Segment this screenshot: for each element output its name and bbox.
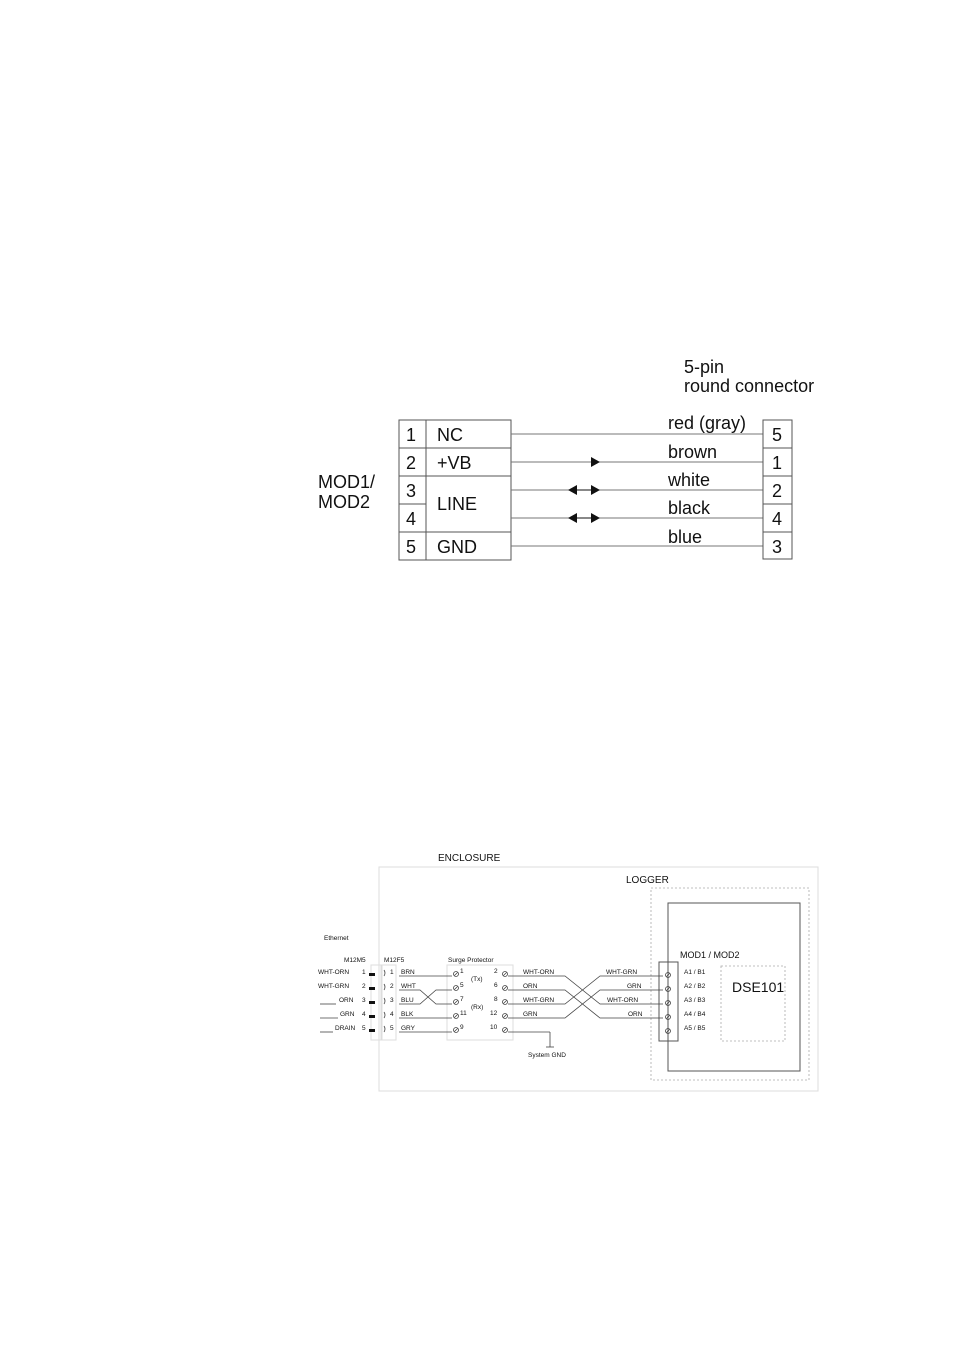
m12f5-pins	[384, 969, 416, 1032]
terminal-a3-b3: A3 / B3	[684, 997, 706, 1004]
logger-in-wire-2: GRN	[627, 983, 642, 990]
connector-title-line2: round connector	[684, 376, 815, 396]
rx-label: (Rx)	[471, 1004, 484, 1011]
diagram-ethernet-wiring	[318, 853, 818, 1091]
logger-in-wire-4: ORN	[628, 1011, 643, 1018]
m12f5-pin-color-5: GRY	[401, 1025, 415, 1032]
m12m5-pin-name-3: ORN	[339, 997, 354, 1004]
signal-line: LINE	[437, 494, 478, 514]
wire-label-blue: blue	[668, 527, 703, 547]
module-pin-1: 1	[406, 425, 417, 445]
m12m5-pin-num-2: 2	[362, 983, 366, 990]
signal-vb: +VB	[437, 453, 472, 473]
arrow-left-black	[568, 513, 577, 523]
arrow-left-white	[568, 485, 577, 495]
logger-terminals	[666, 969, 706, 1034]
arrow-right-white	[591, 485, 600, 495]
dse-label: DSE101	[732, 979, 785, 995]
m12m5-pin-name-2: WHT-GRN	[318, 983, 350, 990]
surge-right-12: 12	[490, 1010, 498, 1017]
signal-gnd: GND	[437, 537, 477, 557]
tx-label: (Tx)	[471, 976, 483, 983]
surge-protector-label: Surge Protector	[448, 957, 494, 964]
m12f5-pin-num-3: 3	[390, 997, 394, 1004]
m12f5-pin-num-2: 2	[390, 983, 394, 990]
wire-label-black: black	[668, 498, 711, 518]
m12f5-pin-num-1: 1	[390, 969, 394, 976]
signal-direction-arrows	[568, 457, 600, 523]
m12f5-pin-num-4: 4	[390, 1011, 394, 1018]
surge-out-wire-4: GRN	[523, 1011, 538, 1018]
ethernet-label: Ethernet	[324, 935, 349, 942]
surge-right-10: 10	[490, 1024, 498, 1031]
m12m5-pin-name-1: WHT-ORN	[318, 969, 350, 976]
terminal-a1-b1: A1 / B1	[684, 969, 706, 976]
m12m5-pin-num-5: 5	[362, 1025, 366, 1032]
surge-left-11: 11	[460, 1010, 467, 1017]
terminal-a5-b5: A5 / B5	[684, 1025, 706, 1032]
m12m5-pin-name-4: GRN	[340, 1011, 355, 1018]
diagram-mod-connector	[318, 357, 814, 560]
round-connector-block	[763, 420, 792, 559]
connector-wires	[511, 434, 763, 546]
arrow-right-vb	[591, 457, 600, 467]
m12m5-pin-num-1: 1	[362, 969, 366, 976]
connector-pin-2: 2	[772, 481, 783, 501]
connector-pin-5: 5	[772, 425, 783, 445]
logger-in-wire-3: WHT-ORN	[607, 997, 639, 1004]
system-gnd-label: System GND	[528, 1052, 566, 1059]
terminal-a4-b4: A4 / B4	[684, 1011, 706, 1018]
m12f5-connector-box	[382, 965, 396, 1040]
mod-label: MOD1 / MOD2	[680, 950, 740, 960]
wire-label-red-gray: red (gray)	[668, 413, 747, 433]
surge-left-7: 7	[460, 996, 464, 1003]
wire-color-labels	[667, 413, 746, 547]
module-pin-5: 5	[406, 537, 417, 557]
logger-label: LOGGER	[626, 875, 669, 886]
module-pin-4: 4	[406, 509, 417, 529]
connector-title-line1: 5-pin	[684, 357, 725, 377]
m12m5-pin-name-5: DRAIN	[335, 1025, 356, 1032]
m12f5-pin-color-2: WHT	[401, 983, 416, 990]
module-label-line2: MOD2	[318, 492, 371, 512]
dse-box	[721, 966, 785, 1041]
module-label-line1: MOD1/	[318, 472, 376, 492]
enclosure-label: ENCLOSURE	[438, 853, 501, 864]
surge-left-9: 9	[460, 1024, 464, 1031]
surge-right-8: 8	[494, 996, 498, 1003]
m12m5-pin-num-3: 3	[362, 997, 366, 1004]
wire-label-white: white	[668, 470, 711, 490]
surge-out-wire-1: WHT-ORN	[523, 969, 555, 976]
module-pin-3: 3	[406, 481, 417, 501]
connector-pin-4: 4	[772, 509, 783, 529]
arrow-right-black	[591, 513, 600, 523]
m12m5-label: M12M5	[344, 957, 366, 964]
module-pin-2: 2	[406, 453, 417, 473]
surge-right-6: 6	[494, 982, 498, 989]
connector-pin-3: 3	[772, 537, 783, 557]
m12m5-pin-num-4: 4	[362, 1011, 366, 1018]
module-signal-names	[437, 425, 477, 557]
surge-terminals	[454, 968, 508, 1033]
m12m5-pins	[318, 969, 375, 1032]
m12f5-label: M12F5	[384, 957, 405, 964]
surge-out-wire-2: ORN	[523, 983, 538, 990]
connector-pin-1: 1	[772, 453, 783, 473]
signal-nc: NC	[437, 425, 463, 445]
module-pin-numbers	[406, 425, 416, 557]
surge-left-5: 5	[460, 982, 464, 989]
wire-label-brown: brown	[668, 442, 718, 462]
m12f5-pin-color-3: BLU	[401, 997, 414, 1004]
surge-left-1: 1	[460, 968, 464, 975]
m12f5-pin-color-4: BLK	[401, 1011, 414, 1018]
m12f5-pin-num-5: 5	[390, 1025, 394, 1032]
surge-out-wire-3: WHT-GRN	[523, 997, 555, 1004]
terminal-a2-b2: A2 / B2	[684, 983, 706, 990]
logger-in-wire-1: WHT-GRN	[606, 969, 638, 976]
m12f5-pin-color-1: BRN	[401, 969, 415, 976]
surge-right-2: 2	[494, 968, 498, 975]
